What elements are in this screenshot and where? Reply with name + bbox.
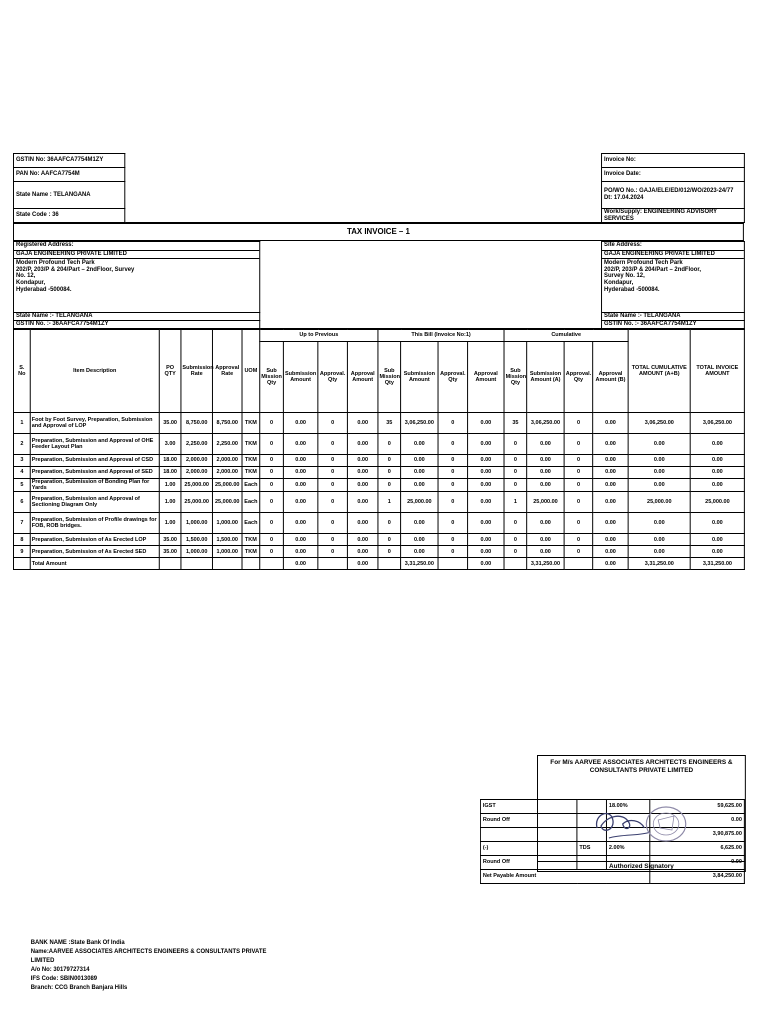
signature-box (537, 755, 746, 872)
registered-line: Hyderabad -500084. (15, 286, 72, 293)
table-cell: 0 (438, 546, 468, 558)
branch: Branch: CCG Branch Banjara Hills (30, 985, 128, 991)
total-this-sub: 3,31,250.00 (401, 558, 438, 570)
table-cell: 0 (438, 513, 468, 534)
table-cell: 1,000.00 (212, 546, 242, 558)
item-description: Preparation, Submission of Bonding Plan for Yards (30, 478, 159, 492)
table-cell: 0.00 (690, 466, 744, 478)
table-cell: 0.00 (690, 534, 744, 546)
total-prev-sub: 0.00 (283, 558, 317, 570)
group-up-to-previous: Up to Previous (260, 329, 378, 341)
col-cum-sub-qty: Sub Mission Qty (504, 341, 527, 412)
table-cell: 2,000.00 (212, 454, 242, 466)
authorized-signatory: Authorized Signatory (538, 861, 745, 871)
table-cell: TKM (242, 454, 260, 466)
table-cell: 0.00 (628, 513, 690, 534)
table-cell: 3,06,250.00 (401, 412, 438, 433)
table-cell: 4 (13, 466, 30, 478)
account-number: A/o No: 30179727314 (30, 967, 90, 973)
table-cell: 0.00 (347, 478, 378, 492)
tds-amount: 6,625.00 (650, 842, 745, 856)
item-description: Preparation, Submission and Approval of CSD (30, 454, 159, 466)
group-this-bill: This Bill (Invoice No:1) (378, 329, 504, 341)
table-cell: 8,750.00 (181, 412, 213, 433)
table-cell: 2,000.00 (212, 466, 242, 478)
table-row (13, 492, 744, 513)
table-cell: 0.00 (593, 546, 628, 558)
table-cell: 35.00 (159, 546, 181, 558)
table-cell: 0.00 (347, 412, 378, 433)
table-cell: 0 (318, 433, 348, 454)
po-wo-number: PO/WO No.: GAJA/ELE/ED/012/WO/2023-24/77 (604, 188, 734, 195)
table-cell: 0 (318, 534, 348, 546)
table-cell: 0 (564, 534, 593, 546)
registered-line: 202/P, 203/P & 204/Part – 2ndFloor, Survey (15, 266, 135, 273)
table-cell: 0.00 (401, 534, 438, 546)
table-cell: 0 (378, 454, 401, 466)
registered-line: No. 12, (15, 273, 36, 280)
table-cell: 0 (260, 412, 284, 433)
table-cell: TKM (242, 534, 260, 546)
table-cell: 25,000.00 (690, 492, 744, 513)
table-cell: 8 (13, 534, 30, 546)
table-cell: 0 (564, 546, 593, 558)
table-cell: 0 (438, 412, 468, 433)
table-cell: 0.00 (283, 412, 317, 433)
table-cell: 0 (378, 466, 401, 478)
col-total-invoice: TOTAL INVOICE AMOUNT (690, 329, 744, 412)
table-cell: 25,000.00 (212, 492, 242, 513)
table-cell: 2 (13, 433, 30, 454)
table-cell: 0 (318, 466, 348, 478)
table-cell: 35 (504, 412, 527, 433)
table-cell: 0.00 (690, 454, 744, 466)
table-cell: 1,000.00 (181, 513, 213, 534)
total-cumulative-amount: 3,31,250.00 (628, 558, 690, 570)
table-cell: 0 (378, 534, 401, 546)
table-cell: 0 (260, 513, 284, 534)
table-cell: 0.00 (283, 478, 317, 492)
registered-line: Modern Profound Tech Park (15, 259, 95, 266)
table-cell: 25,000.00 (181, 478, 213, 492)
net-payable-label: Net Payable Amount (480, 870, 649, 884)
table-cell: 1,000.00 (212, 513, 242, 534)
table-cell: 0.00 (347, 454, 378, 466)
table-cell: 0.00 (468, 534, 504, 546)
round-off-label: Round Off (480, 814, 577, 828)
table-cell: 0.00 (593, 513, 628, 534)
table-cell: 0 (318, 478, 348, 492)
registered-company: GAJA ENGINEERING PRIVATE LIMITED (14, 250, 259, 259)
item-description: Preparation, Submission of As Erected SED (30, 546, 159, 558)
table-cell: 0 (504, 546, 527, 558)
table-cell: 0 (378, 546, 401, 558)
gstin: GSTIN No: 36AAFCA7754M1ZY (13, 154, 124, 168)
table-cell: 35.00 (159, 412, 181, 433)
table-row (13, 466, 744, 478)
table-cell: 1.00 (159, 492, 181, 513)
igst-rate: 18.00% (606, 800, 649, 814)
col-prev-sub-amount: Submission Amount (283, 341, 317, 412)
table-cell: 0 (504, 466, 527, 478)
items-table (13, 329, 745, 571)
table-cell: 0.00 (527, 534, 564, 546)
table-cell: TKM (242, 412, 260, 433)
table-cell: 0.00 (283, 534, 317, 546)
round-off-value: 0.00 (650, 814, 745, 828)
table-cell: 0 (318, 454, 348, 466)
table-cell: 0.00 (593, 412, 628, 433)
table-row (13, 433, 744, 454)
registered-address (13, 242, 259, 313)
table-cell: 3.00 (159, 433, 181, 454)
site-gstin: GSTIN No. :- 36AAFCA7754M1ZY (602, 321, 745, 329)
table-row (13, 513, 744, 534)
table-cell: 0.00 (468, 412, 504, 433)
table-cell: 0.00 (527, 454, 564, 466)
item-description: Preparation, Submission and Approval of SED (30, 466, 159, 478)
invoice-header (13, 153, 745, 223)
invoice-no: Invoice No: (602, 154, 745, 168)
site-line: 202/P, 203/P & 204/Part – 2ndFloor, (604, 266, 702, 273)
table-cell: 0.00 (628, 466, 690, 478)
table-cell: 0.00 (283, 454, 317, 466)
table-cell: 0 (318, 513, 348, 534)
pan: PAN No: AAFCA7754M (13, 168, 124, 182)
table-cell: 0.00 (690, 478, 744, 492)
table-cell: 9 (13, 546, 30, 558)
table-cell: 0.00 (527, 546, 564, 558)
item-description: Preparation, Submission and Approval of Sectioning Diagram Only (30, 492, 159, 513)
table-cell: 0.00 (347, 492, 378, 513)
table-cell: 1,500.00 (181, 534, 213, 546)
table-row (13, 534, 744, 546)
registered-state: State Name :- TELANGANA (13, 313, 259, 321)
invoice-title: TAX INVOICE – 1 (13, 224, 743, 241)
table-cell: Each (242, 492, 260, 513)
table-cell: 0.00 (283, 492, 317, 513)
table-cell: 3,06,250.00 (628, 412, 690, 433)
table-cell: 0.00 (593, 492, 628, 513)
table-cell: 0 (378, 513, 401, 534)
table-cell: 25,000.00 (181, 492, 213, 513)
table-cell: 35 (378, 412, 401, 433)
table-cell: 0 (260, 454, 284, 466)
invoice-date: Invoice Date: (602, 168, 745, 182)
total-label: Total Amount (30, 558, 159, 570)
total-cum-app: 0.00 (593, 558, 628, 570)
table-cell: 0.00 (628, 478, 690, 492)
table-cell: 0.00 (690, 513, 744, 534)
site-state: State Name :- TELANGANA (602, 313, 745, 321)
table-cell: TKM (242, 546, 260, 558)
registered-gstin: GSTIN No. :- 36AAFCA7754M1ZY (13, 321, 259, 329)
table-row (13, 454, 744, 466)
table-cell: 0.00 (468, 478, 504, 492)
col-cum-sub-amount: Submission Amount (A) (527, 341, 564, 412)
table-cell: 0 (504, 433, 527, 454)
total-prev-app: 0.00 (347, 558, 378, 570)
table-cell: 0 (260, 546, 284, 558)
col-this-sub-amount: Submission Amount (401, 341, 438, 412)
col-description: Item Description (30, 329, 159, 412)
invoice-sheet (13, 153, 744, 991)
table-cell: 1,500.00 (212, 534, 242, 546)
table-cell: 0 (260, 466, 284, 478)
table-cell: 0.00 (468, 546, 504, 558)
table-cell: 0.00 (527, 478, 564, 492)
table-cell: 2,000.00 (181, 466, 213, 478)
total-invoice-amount: 3,31,250.00 (690, 558, 744, 570)
table-cell: 0 (438, 466, 468, 478)
total-cum-sub: 3,31,250.00 (527, 558, 564, 570)
state-name: State Name : TELANGANA (13, 182, 124, 209)
table-cell: 1.00 (159, 478, 181, 492)
table-cell: 0 (564, 466, 593, 478)
site-company: GAJA ENGINEERING PRIVATE LIMITED (602, 250, 744, 259)
col-this-sub-qty: Sub Mission Qty (378, 341, 401, 412)
table-cell: 0.00 (283, 546, 317, 558)
col-cum-app-qty: Approval. Qty (564, 341, 593, 412)
table-cell: 25,000.00 (527, 492, 564, 513)
col-sno: S. No (13, 329, 30, 412)
igst-label: IGST (480, 800, 577, 814)
table-cell: 0 (438, 492, 468, 513)
title-block (13, 223, 744, 241)
table-cell: 0 (260, 433, 284, 454)
account-name: Name:AARVEE ASSOCIATES ARCHITECTS ENGINEERS & CONSULTANTS PRIVATE LIMITED (30, 949, 267, 964)
table-cell: 0.00 (527, 433, 564, 454)
table-cell: 0.00 (468, 433, 504, 454)
table-cell: 0.00 (593, 466, 628, 478)
table-cell: 0.00 (690, 433, 744, 454)
table-cell: 1.00 (159, 513, 181, 534)
table-cell: 2,000.00 (181, 454, 213, 466)
table-cell: 0.00 (527, 466, 564, 478)
item-description: Preparation, Submission of As Erected LOP (30, 534, 159, 546)
table-cell: 0.00 (593, 433, 628, 454)
col-prev-app-qty: Approval. Qty (318, 341, 348, 412)
table-cell: 0.00 (401, 478, 438, 492)
po-wo-date: Dt: 17.04.2024 (604, 195, 644, 201)
site-address (602, 242, 745, 313)
col-po-qty: PO QTY (159, 329, 181, 412)
col-submission-rate: Submission Rate (181, 329, 213, 412)
table-cell: 0 (438, 534, 468, 546)
table-cell: 0 (564, 412, 593, 433)
table-cell: 0 (318, 412, 348, 433)
igst-amount: 59,625.00 (650, 800, 745, 814)
registered-label: Registered Address: (15, 242, 74, 249)
table-cell: 0.00 (283, 433, 317, 454)
table-cell: 0 (504, 478, 527, 492)
table-cell: 25,000.00 (628, 492, 690, 513)
table-cell: Each (242, 513, 260, 534)
col-cum-app-amount: Approval Amount (B) (593, 341, 628, 412)
table-cell: 0 (438, 454, 468, 466)
table-cell: 0.00 (283, 513, 317, 534)
site-line: Survey No. 12, (604, 273, 645, 280)
table-cell: 6 (13, 492, 30, 513)
site-line: Hyderabad -500084. (604, 286, 660, 293)
table-cell: 25,000.00 (212, 478, 242, 492)
table-cell: TKM (242, 466, 260, 478)
table-cell: TKM (242, 433, 260, 454)
table-cell: 5 (13, 478, 30, 492)
item-description: Preparation, Submission and Approval of OHE Feeder Layout Plan (30, 433, 159, 454)
table-cell: 0.00 (401, 466, 438, 478)
table-cell: 0.00 (401, 454, 438, 466)
table-cell: 0.00 (593, 454, 628, 466)
table-cell: 0 (504, 513, 527, 534)
col-approval-rate: Approval Rate (212, 329, 242, 412)
table-cell: 0.00 (347, 433, 378, 454)
table-cell: 0.00 (628, 433, 690, 454)
table-cell: 18.00 (159, 454, 181, 466)
table-cell: 0.00 (468, 466, 504, 478)
table-cell: 0.00 (347, 546, 378, 558)
address-block (13, 241, 745, 328)
table-cell: 0.00 (527, 513, 564, 534)
table-cell: Each (242, 478, 260, 492)
subtotal: 3,90,875.00 (650, 828, 745, 842)
table-cell: 0.00 (468, 454, 504, 466)
col-prev-app-amount: Approval Amount (347, 341, 378, 412)
tds-label: TDS (577, 842, 607, 856)
table-cell: 0 (378, 478, 401, 492)
table-cell: 1 (378, 492, 401, 513)
table-cell: 2,250.00 (212, 433, 242, 454)
table-cell: 0.00 (628, 534, 690, 546)
table-cell: 0 (318, 492, 348, 513)
table-cell: 0.00 (690, 546, 744, 558)
table-cell: 3 (13, 454, 30, 466)
table-cell: 8,750.00 (212, 412, 242, 433)
table-cell: 0.00 (468, 513, 504, 534)
ifsc-code: IFS Code: SBIN0013089 (30, 976, 98, 982)
table-cell: 0 (438, 433, 468, 454)
table-cell: 0 (504, 454, 527, 466)
table-row (13, 546, 744, 558)
table-cell: 35.00 (159, 534, 181, 546)
bank-details (31, 939, 267, 993)
table-cell: 0.00 (628, 454, 690, 466)
table-cell: 0 (378, 433, 401, 454)
tds-rate: 2.00% (606, 842, 649, 856)
table-cell: 0.00 (347, 466, 378, 478)
table-cell: 0.00 (347, 534, 378, 546)
table-row (13, 478, 744, 492)
table-cell: 0.00 (401, 546, 438, 558)
col-this-app-amount: Approval Amount (468, 341, 504, 412)
table-cell: 1 (13, 412, 30, 433)
table-cell: 0.00 (283, 466, 317, 478)
table-cell: 7 (13, 513, 30, 534)
table-cell: 1,000.00 (181, 546, 213, 558)
col-total-cumulative: TOTAL CUMULATIVE AMOUNT (A+B) (628, 329, 690, 412)
table-cell: 0.00 (468, 492, 504, 513)
site-line: Modern Profound Tech Park (604, 259, 683, 266)
state-code: State Code : 36 (13, 209, 124, 223)
table-cell: 0 (564, 433, 593, 454)
table-cell: 18.00 (159, 466, 181, 478)
table-cell: 0.00 (401, 513, 438, 534)
table-cell: 2,250.00 (181, 433, 213, 454)
signature-stamp-icon (589, 794, 697, 849)
table-cell: 0 (260, 534, 284, 546)
table-cell: 0.00 (593, 478, 628, 492)
col-this-app-qty: Approval. Qty (438, 341, 468, 412)
table-cell: 0 (260, 492, 284, 513)
item-description: Preparation, Submission of Profile drawings for FOB, ROB bridges. (30, 513, 159, 534)
table-cell: 25,000.00 (401, 492, 438, 513)
table-cell: 0 (318, 546, 348, 558)
table-cell: 0 (564, 492, 593, 513)
item-description: Foot by Foot Survey, Preparation, Submission and Approval of LOP (30, 412, 159, 433)
table-cell: 0 (564, 478, 593, 492)
table-cell: 0 (504, 534, 527, 546)
col-uom: UOM (242, 329, 260, 412)
table-cell: 1 (504, 492, 527, 513)
col-prev-sub-qty: Sub Mission Qty (260, 341, 284, 412)
round-off-2-label: Round Off (480, 856, 577, 870)
po-wo (602, 182, 745, 209)
net-payable-amount: 3,84,250.00 (650, 870, 745, 884)
table-cell: 0.00 (593, 534, 628, 546)
registered-line: Kondapur, (15, 280, 46, 287)
table-cell: 0.00 (401, 433, 438, 454)
round-off-2-value: 0.00 (650, 856, 745, 870)
table-cell: 3,06,250.00 (690, 412, 744, 433)
table-cell: 0.00 (347, 513, 378, 534)
table-cell: 0.00 (628, 546, 690, 558)
bank-name: BANK NAME :State Bank Of India (30, 940, 125, 946)
minus-label: (-) (480, 842, 577, 856)
table-cell: 0 (438, 478, 468, 492)
total-this-app: 0.00 (468, 558, 504, 570)
table-cell: 0 (260, 478, 284, 492)
table-cell: 0 (564, 513, 593, 534)
table-cell: 3,06,250.00 (527, 412, 564, 433)
signature-for: For M/s AARVEE ASSOCIATES ARCHITECTS ENGINEERS & CONSULTANTS PRIVATE LIMITED (550, 759, 733, 775)
work-supply: Work/Supply: ENGINEERING ADVISORY SERVICES (602, 209, 745, 223)
site-label: Site Address: (604, 242, 642, 249)
table-cell: 0 (564, 454, 593, 466)
site-line: Kondapur, (604, 280, 634, 287)
group-cumulative: Cumulative (504, 329, 628, 341)
table-row (13, 412, 744, 433)
